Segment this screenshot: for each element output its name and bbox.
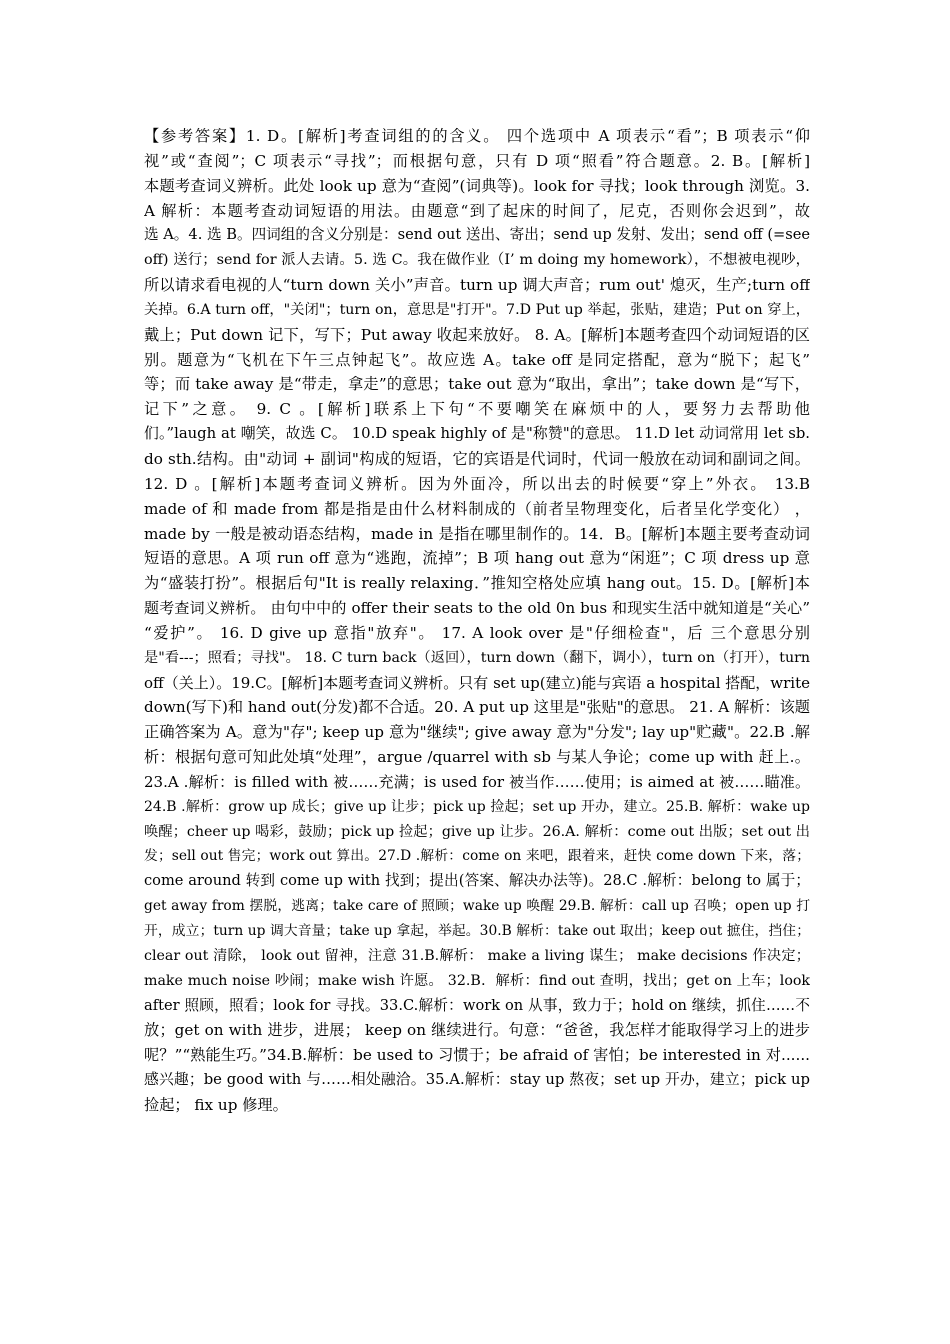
- text-line: made by 一般是被动语态结构，made in 是指在哪里制作的。14．B。[解析]本题主要考查动词: [144, 524, 810, 543]
- text-line: 捡起； fix up 修理。: [144, 1095, 288, 1114]
- text-line: 短语的意思。A 项 run off 意为“逃跑，流掉”；B 项 hang out 意为“闲逛”；C 项 dress up 意: [144, 549, 810, 568]
- text-line: 关掉。6.A turn off，"关闭"；turn on，意思是"打开"。7.D Put up 举起，张贴，建造；Put on 穿上，: [144, 301, 810, 318]
- text-line: 所以请求看电视的人“turn down 关小”声音。turn up 调大声音；rum out' 熄灭，生产;turn off: [144, 276, 810, 295]
- text-line: do sth.结构。由"动词 + 副词"构成的短语，它的宾语是代词时，代词一般放在动词和副词之间。: [144, 449, 810, 468]
- text-line: 开，成立；turn up 调大音量；take up 拿起，举起。30.B 解析：take out 取出；keep out 摭住，挡住；: [144, 923, 810, 939]
- text-line: made of 和 made from 都是指是由什么材料制成的（前者呈物理变化，后者呈化学变化） ，: [144, 499, 810, 518]
- text-line: 唤醒；cheer up 喝彩，鼓励；pick up 捡起；give up 让步。26.A. 解析：come out 出版；set out 出: [144, 823, 810, 840]
- text-line: off（关上）。19.C。[解析]本题考查词义辨析。只有 set up(建立)能与宾语 a hospital 搭配，write: [144, 673, 810, 692]
- text-line: 戴上；Put down 记下，写下；Put away 收起来放好。 8. A。[解析]本题考查四个动词短语的区: [144, 325, 810, 344]
- text-line: 12. D 。[解析]本题考查词义辨析。因为外面冷，所以出去的时候要“穿上”外衣。 13.B: [144, 474, 810, 493]
- text-line: make much noise 吵闹；make wish 许愿。 32.B．解析：find out 查明，找出；get on 上车；look: [144, 972, 810, 989]
- text-line: 本题考查词义辨析。此处 look up 意为“查阅”(词典等)。look for 寻找；look through 浏览。3.: [144, 176, 810, 195]
- text-line: 等；而 take away 是“带走，拿走”的意思；take out 意为“取出，拿出”；take down 是“写下，: [144, 375, 810, 394]
- text-line: 题考查词义辨析。 由句中中的 offer their seats to the old 0n bus 和现实生活中就知道是“关心”: [144, 599, 810, 618]
- text-line: 们。”laugh at 嘲笑，故选 C。 10.D speak highly of 是"称赞"的意思。 11.D let 动词常用 let sb.: [144, 425, 810, 443]
- text-line: 23.A .解析：is filled with 被……充满；is used for 被当作……使用；is aimed at 被……瞄准。: [144, 772, 810, 791]
- text-line: 记下”之意。 9. C 。[解析]联系上下句“不要嘲笑在麻烦中的人，要努力去帮助他: [144, 400, 810, 419]
- text-line: 是"看---；照看；寻找"。 18. C turn back（返回），turn down（翻下，调小），turn on（打开），turn: [144, 649, 810, 666]
- text-line: clear out 清除， look out 留神，注意 31.B.解析： make a living 谋生； make decisions 作决定；: [144, 947, 810, 964]
- text-line: get away from 摆脱，逃离；take care of 照顾；wake up 唤醒 29.B. 解析：call up 召唤；open up 打: [144, 898, 810, 915]
- text-line: 感兴趣；be good with 与……相处融洽。35.A.解析：stay up 熬夜；set up 开办，建立；pick up: [144, 1071, 810, 1089]
- text-line: 放；get on with 进步，进展； keep on 继续进行。句意：“爸爸，我怎样才能取得学习上的进步: [144, 1021, 810, 1040]
- text-line: after 照顾，照看；look for 寻找。33.C.解析：work on 从事，致力于；hold on 继续，抓住……不: [144, 996, 810, 1014]
- text-line: 呢？”“熟能生巧。”34.B.解析：be used to 习惯于；be afraid of 害怕；be interested in 对......: [144, 1046, 810, 1065]
- answer-key-document: [144, 124, 810, 1118]
- text-line: 24.B .解析：grow up 成长；give up 让步；pick up 捡起；set up 开办，建立。25.B. 解析：wake up: [144, 798, 810, 815]
- text-line: 选 A。4. 选 B。四词组的含义分别是：send out 送出、寄出；send up 发射、发出；send off (=see: [144, 226, 810, 244]
- text-line: 为“盛装打扮”。根据后句"It is really relaxing．”推知空格处应填 hang out。15. D。[解析]本: [144, 574, 810, 593]
- text-line: 正确答案为 A。意为"存"; keep up 意为"继续"; give away 意为"分发"; lay up"贮藏"。22.B .解: [144, 723, 810, 742]
- text-line: down(写下)和 hand out(分发)都不合适。20. A put up 这里是"张贴"的意思。 21. A 解析：该题: [144, 698, 810, 717]
- text-line: “爱护”。 16. D give up 意指"放弃"。 17. A look over 是"仔细检查"，后 三个意思分别: [144, 623, 810, 642]
- text-line: off) 送行；send for 派人去请。5. 选 C。我在做作业（I’ m doing my homework），不想被电视吵，: [144, 252, 810, 269]
- text-line: 析：根据句意可知此处填“处理”，argue /quarrel with sb 与某人争论；come up with 赶上.。: [144, 748, 810, 767]
- text-line: 别。题意为“飞机在下午三点钟起飞”。故应选 A。take off 是同定搭配，意为“脱下；起飞”: [144, 350, 810, 369]
- text-line: come around 转到 come up with 找到；提出(答案、解决办法等)。28.C .解析：belong to 属于；: [144, 872, 810, 890]
- text-line: 【参考答案】1. D。[解析]考查词组的的含义。 四个选项中 A 项表示“看”；B 项表示“仰: [144, 127, 810, 145]
- text-line: A 解析：本题考查动词短语的用法。由题意“到了起床的时间了，尼克，否则你会迟到”，故: [144, 201, 810, 220]
- text-line: 视”或“查阅”；C 项表示“寻找”；而根据句意，只有 D 项“照看”符合题意。2. B。[解析]: [144, 151, 810, 170]
- text-line: 发；sell out 售完；work out 算出。27.D .解析：come on 来吧，跟着来，赶快 come down 下来，落；: [144, 848, 810, 865]
